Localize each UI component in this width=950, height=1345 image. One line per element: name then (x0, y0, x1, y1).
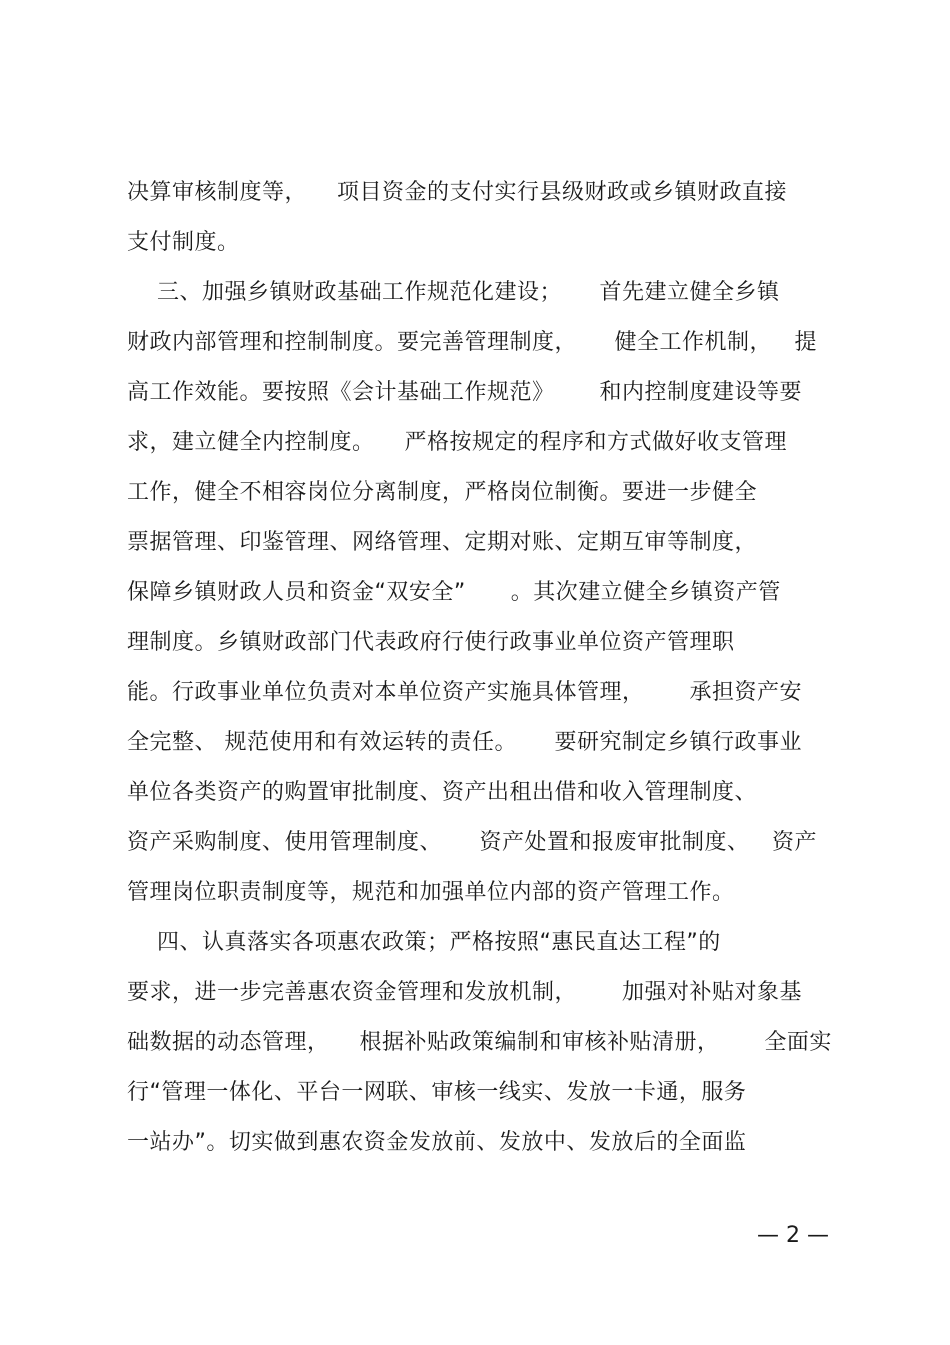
text-line: 要求，进一步完善惠农资金管理和发放机制， 加强对补贴对象基 (127, 980, 802, 1005)
text-line: 管理岗位职责制度等，规范和加强单位内部的资产管理工作。 (127, 880, 735, 905)
text-line: 能。行政事业单位负责对本单位资产实施具体管理， 承担资产安 (127, 680, 802, 705)
text-line: 理制度。乡镇财政部门代表政府行使行政事业单位资产管理职 (127, 630, 735, 655)
text-line: 三、加强乡镇财政基础工作规范化建设； 首先建立健全乡镇 (127, 280, 780, 305)
text-line: 工作，健全不相容岗位分离制度，严格岗位制衡。要进一步健全 (127, 480, 758, 505)
page-number: — 2 — (757, 1223, 829, 1248)
text-line: 求，建立健全内控制度。 严格按规定的程序和方式做好收支管理 (127, 430, 787, 455)
text-line: 高工作效能。要按照《会计基础工作规范》 和内控制度建设等要 (127, 380, 802, 405)
text-line: 支付制度。 (127, 230, 240, 255)
text-line: 行“管理一体化、平台一网联、审核一线实、发放一卡通，服务 (127, 1080, 747, 1105)
text-line: 资产采购制度、使用管理制度、 资产处置和报废审批制度、 资产 (127, 830, 817, 855)
text-line: 单位各类资产的购置审批制度、资产出租出借和收入管理制度、 (127, 780, 758, 805)
text-line: 票据管理、印鉴管理、网络管理、定期对账、定期互审等制度， (127, 530, 758, 555)
text-line: 财政内部管理和控制制度。要完善管理制度， 健全工作机制， 提 (127, 330, 817, 355)
text-line: 保障乡镇财政人员和资金“双安全” 。其次建立健全乡镇资产管 (127, 580, 781, 605)
text-line: 全完整、 规范使用和有效运转的责任。 要研究制定乡镇行政事业 (127, 730, 802, 755)
text-line: 决算审核制度等， 项目资金的支付实行县级财政或乡镇财政直接 (127, 180, 787, 205)
text-line: 四、认真落实各项惠农政策；严格按照“惠民直达工程”的 (127, 930, 721, 955)
text-line: 一站办”。切实做到惠农资金发放前、发放中、发放后的全面监 (127, 1130, 747, 1155)
text-line: 础数据的动态管理， 根据补贴政策编制和审核补贴清册， 全面实 (127, 1030, 832, 1055)
